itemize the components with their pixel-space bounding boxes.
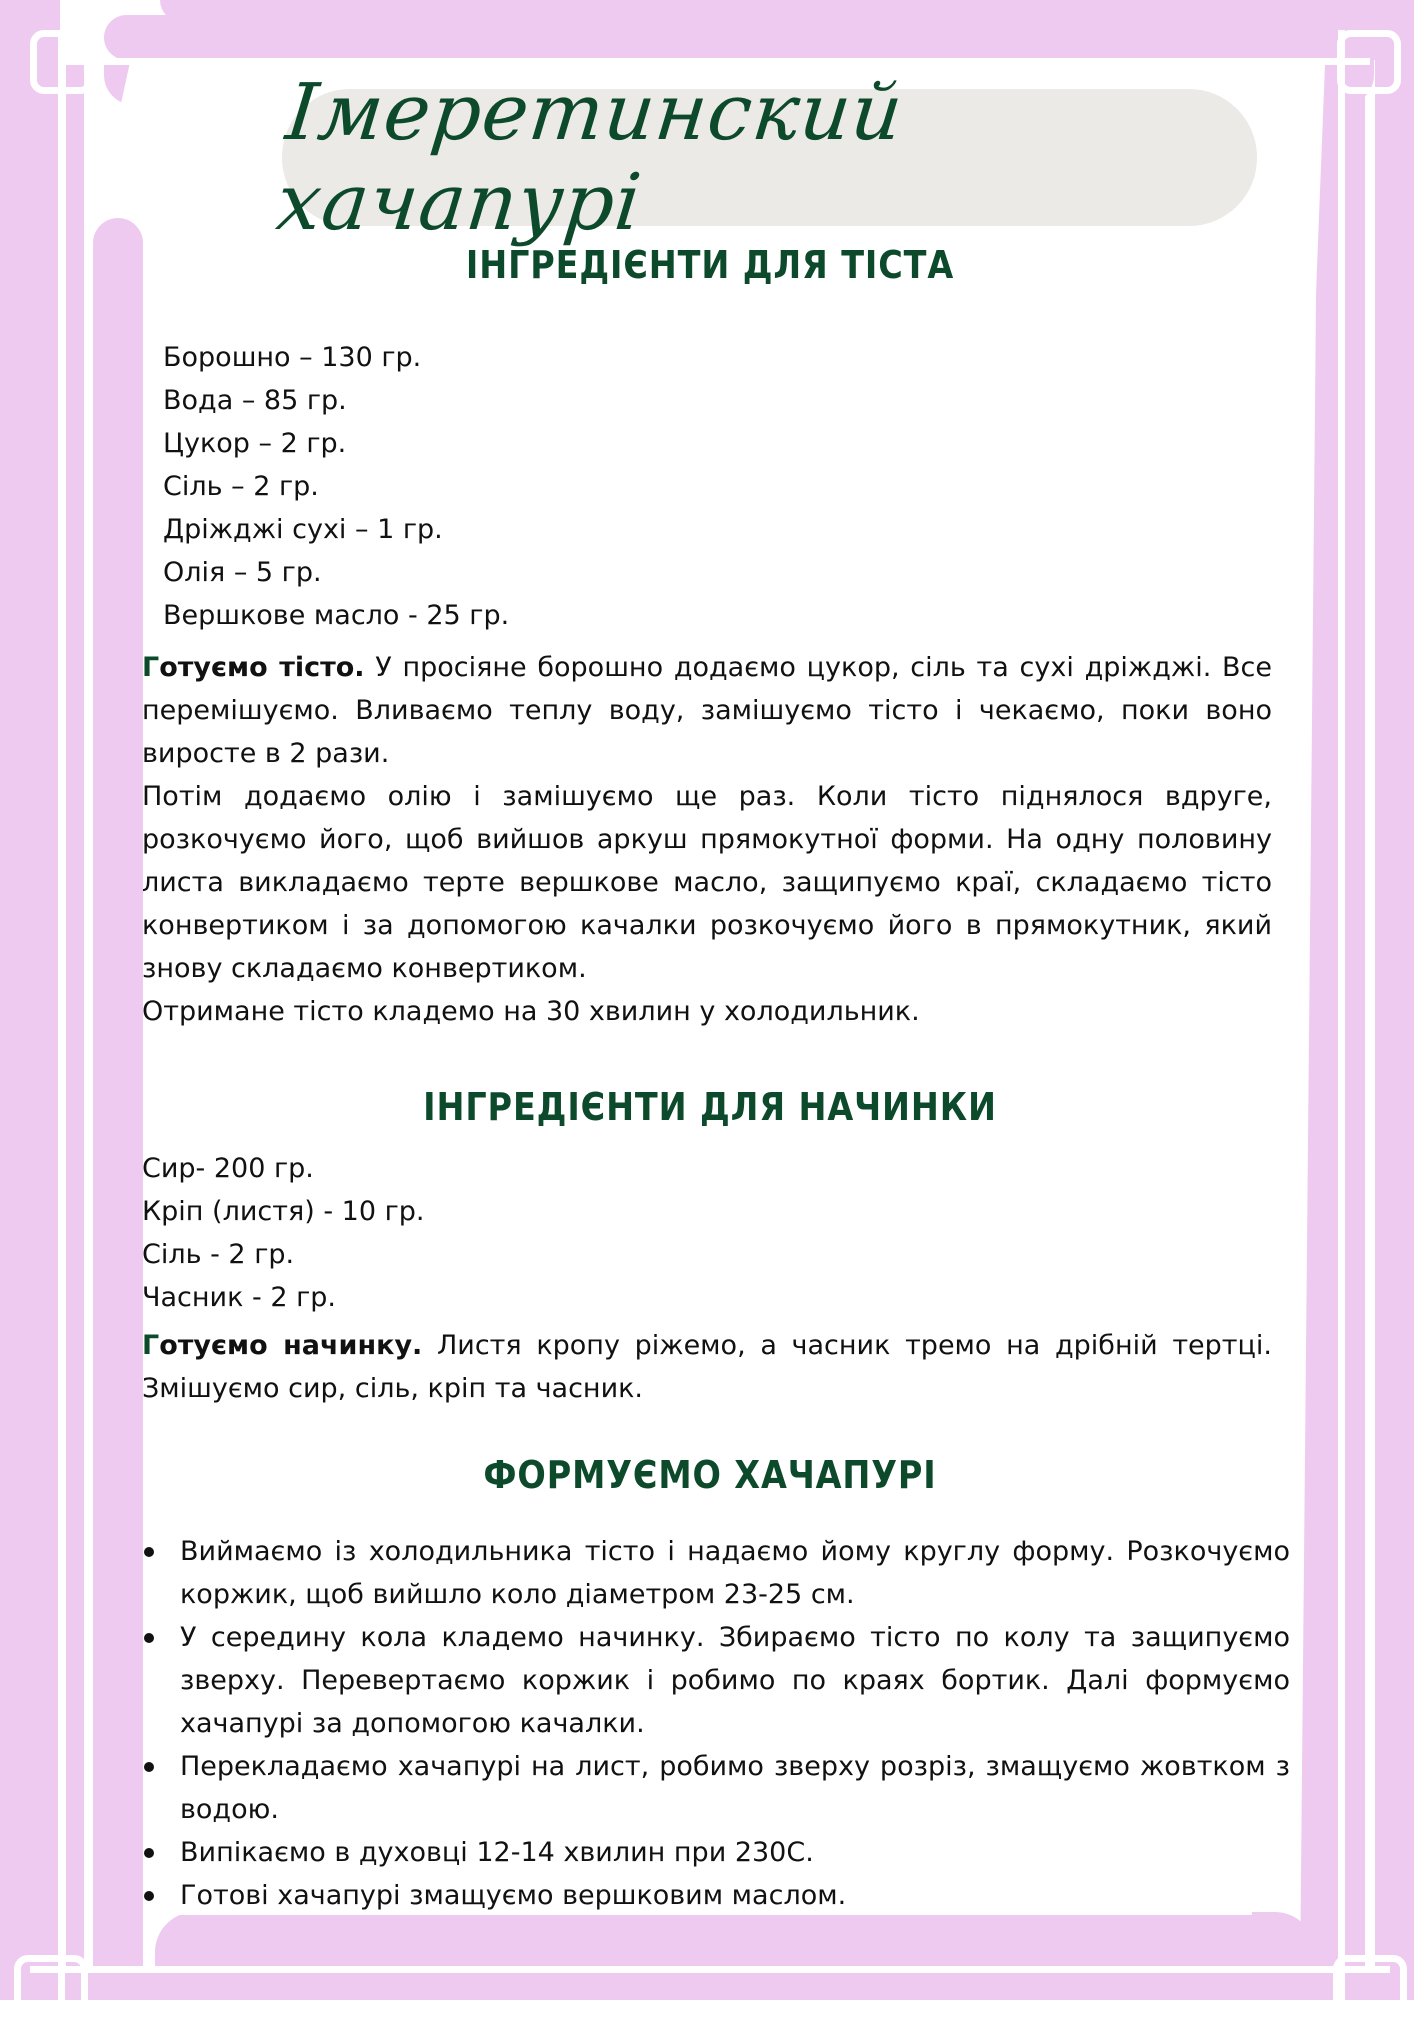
ingredient-item: Дріжджі сухі – 1 гр. xyxy=(163,514,443,545)
bullet-icon xyxy=(144,1762,154,1772)
frame-right-stripe xyxy=(1345,60,1365,2000)
frame-top-band xyxy=(104,15,1404,60)
bullet-icon xyxy=(144,1633,154,1643)
frame-left-rule xyxy=(58,30,65,2000)
ingredient-item: Олія – 5 гр. xyxy=(163,557,322,588)
title-banner xyxy=(272,67,1257,248)
dough-method-paragraph-2: Потім додаємо олію і замішуємо ще раз. Коли тісто піднялося вдруге, розкочуємо його, щоб вийшов аркуш прямокутної форми. На одну половину листа викладаємо терте вершкове масло, защипуємо краї, складаємо тісто конвертиком і за допомогою качалки розкочуємо його в прямокутник, який знову складаємо конвертиком. xyxy=(142,781,1272,984)
filling-method-lead: Готуємо начинку. xyxy=(142,1330,423,1361)
ingredient-item: Борошно – 130 гр. xyxy=(163,342,422,373)
frame-corner-tl xyxy=(30,30,94,94)
frame-right-rule xyxy=(1338,30,1345,2000)
bullet-icon xyxy=(144,1547,154,1557)
bullet-icon xyxy=(144,1848,154,1858)
frame-corner-br xyxy=(1333,1955,1407,2029)
ingredient-item: Кріп (листя) - 10 гр. xyxy=(142,1196,425,1227)
frame-corner-bl xyxy=(14,1955,88,2029)
ingredient-item: Сир- 200 гр. xyxy=(142,1153,314,1184)
page-title: Імеретинский хачапурі xyxy=(272,67,908,248)
frame-right-bar xyxy=(1375,0,1414,2000)
step-item: Випікаємо в духовці 12-14 хвилин при 230С. xyxy=(140,1831,1290,1874)
frame-left-stripe xyxy=(66,60,84,2000)
dough-method-lead: Готуємо тісто. xyxy=(142,652,365,683)
ingredient-item: Часник - 2 гр. xyxy=(142,1282,336,1313)
bullet-icon xyxy=(144,1891,154,1901)
dough-method xyxy=(142,646,1272,1033)
frame-bottom-band xyxy=(0,1972,1414,2000)
frame-corner-tr xyxy=(1337,30,1401,94)
filling-ingredients-heading: ІНГРЕДІЄНТИ ДЛЯ НАЧИНКИ xyxy=(423,1085,997,1129)
filling-method xyxy=(142,1324,1272,1410)
step-item: Перекладаємо хачапурі на лист, робимо зверху розріз, змащуємо жовтком з водою. xyxy=(140,1745,1290,1831)
frame-bottom-blob xyxy=(155,1912,1315,1967)
frame-left-bar xyxy=(12,0,60,2000)
step-item: Готові хачапурі змащуємо вершковим маслом. xyxy=(140,1874,1290,1917)
ingredient-item: Вершкове масло - 25 гр. xyxy=(163,600,510,631)
frame-top-rule xyxy=(60,58,1370,65)
shaping-steps xyxy=(140,1530,1290,1917)
dough-method-paragraph-3: Отримане тісто кладемо на 30 хвилин у холодильник. xyxy=(142,996,920,1027)
frame-left-inner xyxy=(93,218,143,2000)
shaping-heading: ФОРМУЄМО ХАЧАПУРІ xyxy=(483,1453,937,1497)
step-item: Виймаємо із холодильника тісто і надаємо йому круглу форму. Розкочуємо коржик, щоб вийшло коло діаметром 23-25 см. xyxy=(140,1530,1290,1616)
dough-ingredient-list xyxy=(163,336,509,637)
dough-ingredients-heading: ІНГРЕДІЄНТИ ДЛЯ ТІСТА xyxy=(465,243,955,287)
filling-ingredient-list xyxy=(142,1147,425,1319)
step-item: У середину кола кладемо начинку. Збираємо тісто по колу та защипуємо зверху. Перевертаємо коржик і робимо по краях бортик. Далі формуємо хачапурі за допомогою качалки. xyxy=(140,1616,1290,1745)
filling-method-paragraph: Готуємо начинку. Листя кропу ріжемо, а часник тремо на дрібній тертці. Змішуємо сир, сіль, кріп та часник. xyxy=(142,1330,1272,1404)
ingredient-item: Сіль - 2 гр. xyxy=(142,1239,295,1270)
ingredient-item: Вода – 85 гр. xyxy=(163,385,347,416)
dough-method-paragraph-1: Готуємо тісто. У просіяне борошно додаємо цукор, сіль та сухі дріжджі. Все перемішуємо. Вливаємо теплу воду, замішуємо тісто і чекаємо, поки воно виросте в 2 рази. xyxy=(142,652,1273,769)
ingredient-item: Сіль – 2 гр. xyxy=(163,471,319,502)
frame-bottom-rule xyxy=(30,1966,1390,1973)
ingredient-item: Цукор – 2 гр. xyxy=(163,428,347,459)
